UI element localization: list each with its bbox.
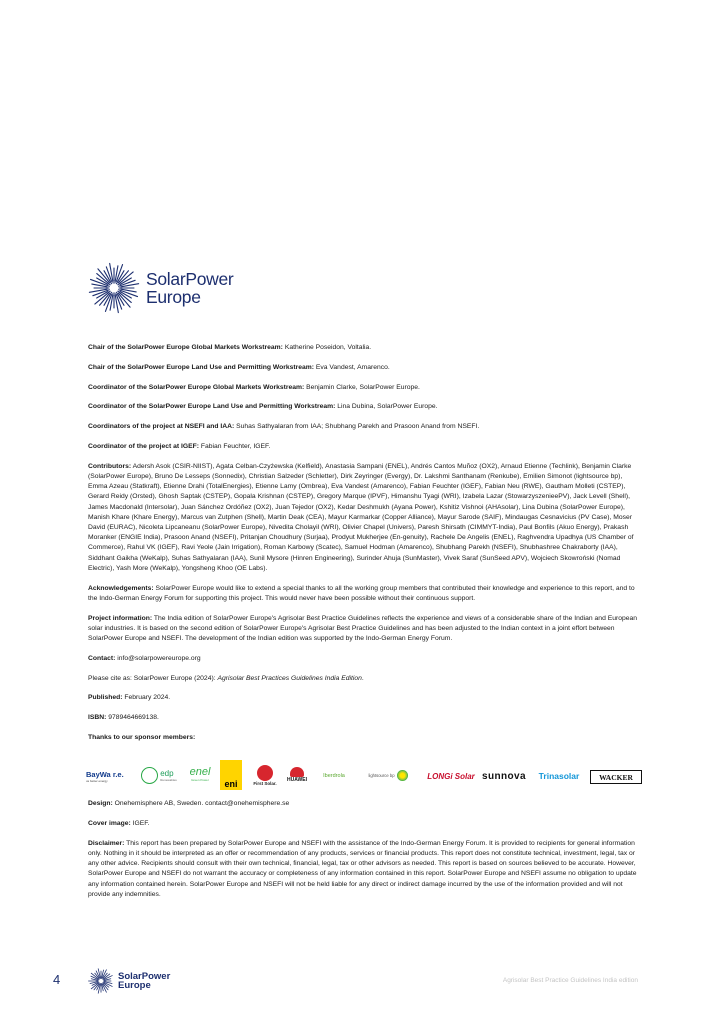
footer-logo-wordmark [118,972,170,991]
footer-logo-line-1: SolarPower [118,970,171,982]
credit-coordinator-igef: Coordinator of the project at IGEF: Fabian Feuchter, IGEF. [88,442,271,450]
sponsor-firstsolar-logo: First Solar. [248,760,282,790]
sponsor-longi-logo: LONGi Solar [427,771,475,781]
footer-logo [88,968,170,994]
page-number: 4 [53,972,61,987]
firstsolar-sun-icon [257,765,273,781]
disclaimer: Disclaimer: This report has been prepared by SolarPower Europe and NSEFI with the assistance of the Indo-German Energy Forum. It is provided to recipients for general information only. Nothing in it should be interpreted as an offer or recommendation of any products, services or financial products. This report does not constitute technical, investment, legal, tax or any other advice. Recipients should consult with their own technical, financial, legal, tax or other advisors as needed. This report is based on sources believed to be accurate. However, SolarPower Europe and NSEFI do not warrant the accuracy or completeness of any information contained in this report. SolarPower Europe and NSEFI assume no obligation to update any information contained herein. SolarPower Europe and NSEFI will not be held liable for any direct or indirect damage incurred by the use of the information provided and will not provide any indemnities. [88,839,637,898]
design: Design: Onehemisphere AB, Sweden. contact@onehemisphere.se [88,800,290,808]
footer-logo-line-2: Europe [118,980,151,991]
sponsor-wacker-logo: WACKER [590,770,642,784]
sponsor-baywa-logo: BayWa r.e. us better energy [86,769,124,783]
credit-coordinator-landuse: Coordinator of the SolarPower Europe Land Use and Permitting Workstream: Lina Dubina, SolarPower Europe. [88,403,438,411]
sponsor-sunnova-logo: sunnova [482,770,526,782]
logo-line-2: Europe [146,287,201,307]
sponsors-heading: Thanks to our sponsor members: [88,734,196,741]
credit-chair-global: Chair of the SolarPower Europe Global Markets Workstream: Katherine Poseidon, Voltalia. [88,344,372,351]
cite-as: Please cite as: SolarPower Europe (2024): Agrisolar Best Practices Guidelines India Edition. [88,674,364,682]
sponsor-enel-logo: enel Green Power [189,766,211,782]
credit-coordinator-global: Coordinator of the SolarPower Europe Global Markets Workstream: Benjamin Clarke, SolarPower Europe. [88,383,420,391]
sponsor-huawei-logo: HUAWEI [284,762,310,788]
huawei-petal-icon [290,767,304,777]
logo-wordmark [146,270,233,306]
sponsor-edp-logo [138,764,180,786]
isbn: ISBN: 9789464669138. [88,714,159,722]
solarpower-europe-logo [88,262,233,314]
credit-coordinators-nsefi-iaa: Coordinators of the project at NSEFI and IAA: Suhas Sathyalaran from IAA; Shubhang Parekh and Prasoon Anand from NSEFI. [88,423,480,431]
sponsor-iberdrola-logo: Iberdrola [323,773,345,779]
contact: Contact: info@solarpowereurope.org [88,654,201,662]
logo-line-1: SolarPower [146,269,234,289]
sunburst-icon [88,262,140,314]
acknowledgements: Acknowledgements: SolarPower Europe would like to extend a special thanks to all the working group members that contributed their knowledge and experience to this report, and to the Indo-German Energy Forum for supporting this project. This would never have been possible without their continuous support. [88,584,635,602]
sponsor-eni-logo: eni [220,760,242,790]
contributors: Contributors: Adersh Asok (CSIR-NIIST), Agata Celban-Czyżewska (Kelfield), Anastasia Sampani (ENEL), Andrés Cantos Muñoz (OX2), Arnaud Etienne (Techlink), Benjamin Clarke (SolarPower Europe), Bruno De Lesseps (Sonnedix), Christian Salzeder (Schletter), Dirk Zeyringer (Evergy), Dr. Lakshmi Santhanam (Renkube), Emilien Simonot (lightsource bp), Emma Azeau (Statkraft), Etienne Drahi (TotalEnergies), Etienne Lamy (Ombrea), Eva Vandest (Amarenco), Fabian Feuchter (IGEF), Fabian Neu (RWE), Gautham Molleti (CSTEP), Gerard Reidy (Orsted), Ghosh Saptak (CSTEP), Gopala Krishnan (CSTEP), Gregory Marque (IPVF), Himanshu Tyagi (WRI), Izabela Lazar (StowarzyszenieePV), Jack Levell (Shell), James Macdonald (Intersolar), Juan Sánchez Ordóñez (OX2), Juan Tejedor (OX2), Kedar Deshmukh (Ayana Power), Kshitiz Vishnoi (AHAsolar), Lina Dubina (SolarPower Europe), Manish Khare (Khare Energy), Marcus van Zutphen (Shell), Martin Deak (CEA), Mayur Karmarkar (Copper Alliance), Mayur Sarode (SAIF), Mindaugas Cesnavicius (PV Case), Moser David (EURAC), Nicoleta Lipcaneanu (SolarPower Europe), Nivedita Cholayil (WRI), Olivier Chapel (Univers), Paresh Shirsath (CIMMYT-India), Paul Bonfils (Akuo Energy), Prakash Moranker (ENGIE India), Prasoon Anand (NSEFI), Pritanjan Choudhury (Surjaa), Prodyut Mukherjee (En-genuity), Rachele De Angelis (ENEL), Raghvendra Upadhya (US Chamber of Commerce), Rahul VK (IGEF), Ravi Yeole (Jain Irrigation), Roman Karbowy (Scatec), Samuel Hodman (Amarenco), Shubhang Parekh (NSEFI), Shubhashree Chakraborty (IAA), Siddhant Gaikha (WeKalp), Suhas Sathyalaran (IAA), Sunil Mysore (Hinren Engineering), Surinder Ahuja (SunMaster), Vivek Saraf (SunSeed APV), Wojciech Skowroński (Nomad Electric), Yash More (WeKalp), Yongsheng Khoo (OE Labs). [88,462,634,572]
edp-circle-icon [141,767,158,784]
credits-section [88,343,640,910]
bp-helios-icon [397,770,408,781]
sponsor-lightsource-bp-logo: lightsource bp [358,766,418,784]
footer-sunburst-icon [88,968,114,994]
credit-chair-landuse: Chair of the SolarPower Europe Land Use and Permitting Workstream: Eva Vandest, Amarenco. [88,363,390,371]
cover-image: Cover image: IGEF. [88,820,150,827]
edp-wordmark: edp Renewables [160,768,177,782]
published: Published: February 2024. [88,694,171,702]
running-title: Agrisolar Best Practice Guidelines India edition [502,977,638,984]
sponsor-logos [86,760,642,790]
sponsor-trinasolar-logo: Trinasolar [538,771,580,781]
project-information: Project information: The India edition of SolarPower Europe's Agrisolar Best Practice Guidelines reflects the experience and views of a considerable share of the Indian and European solar industries. It is based on the second edition of SolarPower Europe's Agrisolar Best Practice Guidelines and has been adjusted to the Indian context in a joint effort between SolarPower Europe and NSEFI. The development of the Indian edition was supported by the Indo-German Energy Forum. [88,614,637,643]
